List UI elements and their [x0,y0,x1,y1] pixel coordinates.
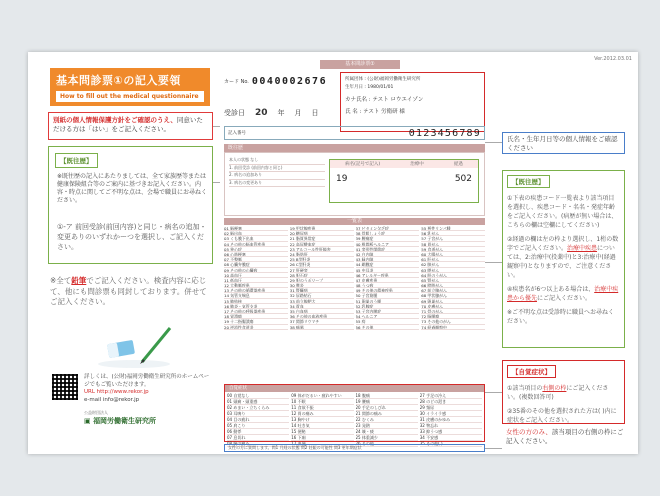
disease-item[interactable]: 70 皮膚がん [421,304,485,309]
exam-date-era[interactable]: 20 [255,108,268,118]
disease-item[interactable]: 07 不整脈 [224,257,288,262]
female-questions-row[interactable]: 女性の方に質問します。問1 月経の状態 問2 妊娠の可能性 問3 更年期症状 [224,444,485,452]
disease-item[interactable]: 38 痛風 [290,325,354,330]
disease-item[interactable]: 19 十二指腸潰瘍 [224,319,288,324]
qr-code-icon[interactable] [52,374,78,400]
disease-item[interactable]: 10 高血圧 [224,273,288,278]
contact-url-link[interactable]: URL http://www.rekor.jp [84,389,149,395]
disease-item[interactable]: 72 脳腫瘍 [421,314,485,319]
disease-item[interactable]: 28 胆石症 [290,273,354,278]
card-number-block [224,68,334,87]
symptom-item[interactable]: 28 のどの渇き [420,399,482,405]
disease-item[interactable]: 67 前立腺がん [421,288,485,293]
disease-item[interactable]: 37 ビタミン欠乏症 [356,226,420,231]
disease-item[interactable]: 25 B型肝炎 [290,257,354,262]
name-field: 氏 名 : テスト 労衛研 様 [345,109,405,115]
disease-item[interactable]: 55 悪性リンパ腫 [421,226,485,231]
entry-code-value: 0123456789 [408,127,481,139]
disease-item[interactable]: 33 前立腺肥大 [290,299,354,304]
disease-item[interactable]: 20 逆流性食道炎 [224,325,288,330]
disease-item[interactable]: 29 胆のうポリープ [290,278,354,283]
disease-item[interactable]: 34 貧血 [290,304,354,309]
symptom-item[interactable]: 15 便秘 [291,429,353,435]
female-note-emphasis: 女性の方のみ、 [506,428,552,436]
disease-item[interactable]: 48 うつ病 [356,283,420,288]
connector-line [213,126,220,127]
history-instruction-2-emphasis: 治療中疾患 [567,245,598,252]
history-status-item[interactable]: 本人の状態 なし [229,157,325,165]
disease-item[interactable]: 51 卵巣のう腫 [356,299,420,304]
symptom-item[interactable]: 14 吐き気 [291,423,353,429]
logo-icon: ▣ [84,417,94,425]
disease-item[interactable]: 39 腰痛症 [356,236,420,241]
connector-line [485,262,502,263]
disease-item[interactable]: 45 中耳炎 [356,268,420,273]
pencil-note-highlight: 鉛筆 [71,276,87,285]
history-instruction-2-pre: ②経過の欄は左の枠より選択し、1桁の数字でご記入ください。 [507,236,619,252]
symptom-item[interactable]: 31 皮膚のかゆみ [420,417,482,423]
exam-date-month: 月 [294,109,302,117]
disease-item[interactable]: 46 アレルギー疾患 [356,273,420,278]
disease-item[interactable]: 11 低血圧 [224,278,288,283]
disease-item[interactable]: 13 その他の循環器疾患 [224,288,288,293]
exam-date-label: 受診日 [224,109,245,117]
symptom-item[interactable]: 18 腹痛 [356,393,418,399]
disease-item[interactable]: 58 胃がん [421,242,485,247]
symptom-item[interactable]: 19 腰痛 [356,399,418,405]
contact-text [84,374,212,404]
history-instruction-3-post: にご記入ください。 [537,295,592,302]
disease-item[interactable]: 60 大腸がん [421,252,485,257]
questionnaire-form [220,60,485,450]
disease-item[interactable]: 02 脳出血 [224,231,288,236]
symptoms-instruction-1-post: にご記入ください。(複数回答可) [507,385,609,401]
disease-item[interactable]: 37 関節リウマチ [290,319,354,324]
disease-item[interactable]: 23 アルコール性肝障害 [290,247,354,252]
pencil-note [50,276,210,308]
symptoms-note [502,360,625,424]
disease-item[interactable]: 62 肺がん [421,262,485,267]
symptom-item[interactable]: 11 食欲不振 [291,405,353,411]
contact-description: 詳しくは、(公財)福岡労働衛生研究所のホームページでもご覧いただけます。 [84,374,210,388]
symptom-item[interactable]: 20 手足のしびれ [356,405,418,411]
history-status-item[interactable]: 1. 前回受診 (前回内容と同じ) [229,165,325,173]
exam-date-row [224,108,319,118]
exam-date-day: 日 [311,109,319,117]
symptom-item[interactable]: 13 胸やけ [291,417,353,423]
symptom-item[interactable]: 02 めまい・立ちくらみ [227,405,289,411]
disease-item[interactable]: 68 甲状腺がん [421,293,485,298]
disease-item[interactable]: 03 くも膜下出血 [224,236,288,241]
symptom-item[interactable]: 16 下痢 [291,435,353,441]
disease-item[interactable]: 47 皮膚疾患 [356,278,420,283]
disease-item[interactable]: 21 脂質異常症 [290,236,354,241]
disease-item[interactable]: 44 網膜症 [356,262,420,267]
symptom-item[interactable]: 01 頭痛・頭重感 [227,399,289,405]
disease-item[interactable]: 09 その他の心臓病 [224,268,288,273]
symptom-item[interactable]: 00 自覚なし [227,393,289,399]
organization-name [84,410,156,426]
pencil-note-post: でご記入ください。検査内容に応じて、他にも問診票も同封しております。併せてご記入ください。 [50,276,207,306]
disease-item[interactable]: 57 子宮がん [421,236,485,241]
disease-code-table [224,226,485,376]
disease-item[interactable]: 52 乳腺症 [356,304,420,309]
disease-item[interactable]: 24 脂肪肝 [290,252,354,257]
disease-item[interactable]: 32 尿路結石 [290,293,354,298]
female-note [502,428,625,446]
connector-line [213,182,220,183]
symptoms-instruction-1 [507,384,620,402]
disease-item[interactable]: 54 ヘルニア [356,314,420,319]
disease-item[interactable]: 12 大動脈疾患 [224,283,288,288]
disease-item[interactable]: 63 膵がん [421,268,485,273]
symptoms-note-heading: 【自覚症状】 [507,365,556,378]
symptom-item[interactable]: 35 その他( ) [420,441,482,447]
disease-item[interactable]: 20 糖尿病 [290,231,354,236]
disease-item[interactable]: 36 その他の血液疾患 [290,314,354,319]
card-number-value: 0040002676 [251,76,328,87]
guide-title-box [50,68,210,106]
history-status-item[interactable]: 2. 病名の追加あり [229,172,325,180]
disease-item[interactable]: 43 緑内障 [356,257,420,262]
birthdate-field: 生年月日 : 1980/01/01 [345,85,394,90]
disease-item[interactable]: 64 胆のうがん [421,273,485,278]
history-instruction-3 [507,285,620,303]
history-note-right [502,170,625,348]
disease-column [290,226,354,376]
history-section-bar: 既往歴 [224,144,485,152]
connector-line [485,448,502,449]
disease-item[interactable]: 50 子宮筋腫 [356,293,420,298]
symptom-item[interactable]: 10 不眠 [291,399,353,405]
history-note-heading: 【既往歴】 [55,153,98,168]
disease-item[interactable]: 18 胃潰瘍 [224,314,288,319]
symptom-item[interactable]: 07 息切れ [227,435,289,441]
disease-item[interactable]: 55 痔 [356,319,420,324]
symptom-column [291,393,353,447]
disease-item[interactable]: 27 肝硬変 [290,268,354,273]
history-entry-box[interactable] [329,159,479,203]
disease-item[interactable]: 38 骨粗しょう症 [356,231,420,236]
history-status-item[interactable]: 3. 病名の変更あり [229,180,325,188]
form-title: 基本問診票① [320,60,400,69]
symptom-item[interactable]: 03 耳鳴り [227,411,289,417]
disease-item[interactable]: 53 子宮内膜症 [356,309,420,314]
organization-label: 福岡労働衛生研究所 [93,417,157,425]
disease-item[interactable]: 73 その他のがん [421,319,485,324]
history-code-value[interactable]: 19 [336,174,348,184]
entry-code-label: 記入番号 [228,131,246,136]
history-note-left [48,146,213,264]
exam-date-year: 年 [277,109,285,117]
history-entry-header [330,160,478,168]
disease-item[interactable]: 69 卵巣がん [421,299,485,304]
contact-email-link[interactable]: e-mail info@rekor.jp [84,396,140,403]
disease-column [421,226,485,376]
disease-item[interactable]: 41 変形性関節症 [356,247,420,252]
symptom-item[interactable]: 33 抑うつ感 [420,429,482,435]
disease-item[interactable]: 19 甲状腺疾患 [290,226,354,231]
history-note-right-heading: 【既往歴】 [507,175,550,188]
symptom-item[interactable]: 21 関節の痛み [356,411,418,417]
symptom-column [227,393,289,447]
symptom-column [356,393,418,447]
symptom-item[interactable]: 23 発熱 [356,423,418,429]
history-col-treatment: 治療中 [410,162,424,167]
disease-item[interactable]: 16 肺炎・気管支炎 [224,304,288,309]
organization-type: 公益財団法人 [84,410,108,415]
disease-item[interactable]: 14 気管支喘息 [224,293,288,298]
symptom-column [420,393,482,447]
history-col-progress: 経過 [453,162,463,167]
symptom-item[interactable]: 17 血便 [291,441,353,447]
disease-item[interactable]: 61 肝がん [421,257,485,262]
symptom-item[interactable]: 09 体がだるい・疲れやすい [291,393,353,399]
symptoms-section [224,384,485,446]
contact-info [52,374,212,424]
disease-item[interactable]: 35 白血病 [290,309,354,314]
symptom-item[interactable]: 06 動悸 [227,429,289,435]
history-note-paragraph-2: ①-ア 前回受診(前回内容)と同じ・病名の追加・変更ありのいずれかーつを選択し、ご記入ください。 [57,223,207,251]
female-note-text: 該当項目の右側の枠にご記入ください。 [506,428,624,445]
symptoms-section-bar: 自覚症状 [225,385,484,392]
symptoms-instruction-1-emphasis: 右側の枠 [542,385,567,392]
eraser-pencil-illustration [94,322,174,370]
disease-item[interactable]: 04 その他の脳血管疾患 [224,242,288,247]
page-subtitle: How to fill out the medical questionnaire [56,91,204,102]
symptom-item[interactable]: 08 胸の痛み [227,441,289,447]
symptoms-instruction-2: ②35番のその他を選択された方は( )内に症状をご記入ください。 [507,408,617,424]
entry-code-row [224,126,485,140]
history-instruction-3-pre: ④疾患名が6つ以上ある場合は、 [507,286,595,293]
disease-item[interactable]: 05 狭心症 [224,247,288,252]
disease-item[interactable]: 22 高尿酸血症 [290,242,354,247]
questionnaire-guide-page [28,52,638,454]
symptom-item[interactable]: 27 手足の冷え [420,393,482,399]
history-instruction-1: ①下表の疾患コード一覧表より該当項目を選択し、疾患コード・名名・発症年齢をご記入ください。(病歴が無い場合は、こちらの欄は空欄にしてください) [507,195,618,229]
disease-item[interactable]: 31 腎臓病 [290,288,354,293]
disease-item[interactable]: 17 その他の呼吸器疾患 [224,309,288,314]
privacy-note-text: 同意いただける方は「はい」をご記入ください。 [53,116,203,133]
history-section [224,152,485,216]
disease-item[interactable]: 56 その他 [356,325,420,330]
symptom-item[interactable]: 22 むくみ [356,417,418,423]
connector-line [485,142,502,143]
symptom-item[interactable]: 30 イライラ感 [420,411,482,417]
disease-list-title: 一覧表 [224,218,485,225]
disease-item[interactable]: 49 その他の精神疾患 [356,288,420,293]
version-label: Ver.2012.03.01 [594,56,632,62]
symptom-item[interactable]: 12 胃の痛み [291,411,353,417]
symptom-item[interactable]: 29 頻尿 [420,405,482,411]
kana-name-field: カナ氏名 : テスト ロウエイゾン [345,97,424,103]
disease-column [356,226,420,376]
symptom-item[interactable]: 24 咳・痰 [356,429,418,435]
history-instruction-2 [507,235,620,280]
page-title: 基本問診票①の記入要領 [56,74,181,87]
symptom-item[interactable]: 26 その他 [356,441,418,447]
disease-item[interactable]: 30 膵炎 [290,283,354,288]
symptom-item[interactable]: 05 肩こり [227,423,289,429]
disease-item[interactable]: 08 心臓弁膜症 [224,262,288,267]
symptom-item[interactable]: 32 物忘れ [420,423,482,429]
card-number-label: カード No. [224,79,249,85]
symptoms-table [225,392,484,448]
disease-column [224,226,288,376]
disease-item[interactable]: 65 腎がん [421,278,485,283]
disease-item[interactable]: 15 肺結核 [224,299,288,304]
disease-item[interactable]: 71 骨のがん [421,309,485,314]
history-note-paragraph-1: ※既往歴の記入にあたりましては、全て家族歴等または健康保険組合等のご案内に基づきお記入ください。内容・時点に関してご不明な点は、会場で職員にお尋ねください。 [57,173,208,204]
history-status-list [229,157,325,187]
affiliation-field: 所属団体 : (公財)福岡労働衛生研究所 [345,77,421,82]
disease-item[interactable]: 66 膀胱がん [421,283,485,288]
personal-info-box [340,72,485,132]
disease-item[interactable]: 74 経過観察中 [421,325,485,330]
privacy-note [48,112,213,140]
disease-item[interactable]: 42 白内障 [356,252,420,257]
pencil-note-pre: ※全て [50,276,72,285]
symptom-item[interactable]: 04 目の疲れ [227,417,289,423]
disease-item[interactable]: 40 椎間板ヘルニア [356,242,420,247]
history-instruction-2-post: については、2:治療中(投薬中)と3:治療中(経過観察中)となりますので、ご注意ください。 [507,245,616,279]
disease-item[interactable]: 26 C型肝炎 [290,262,354,267]
symptoms-instruction-1-pre: ①該当項目の [507,385,543,392]
history-col-disease: 病名(記号で記入) [345,162,381,167]
privacy-note-emphasis: 別紙の個人情報保護方針をご確認のうえ、 [53,116,177,124]
disease-item[interactable]: 59 食道がん [421,247,485,252]
history-instruction-4: ※ご不明な点は受診時に職員へお尋ねください。 [507,309,615,325]
disease-item[interactable]: 01 脳梗塞 [224,226,288,231]
disease-item[interactable]: 56 乳がん [421,231,485,236]
symptom-item[interactable]: 25 体重減少 [356,435,418,441]
connector-line [485,392,502,393]
history-instruction-3-emphasis: 治療中疾患から優先 [507,286,619,302]
history-progress-value[interactable]: 502 [454,174,472,184]
symptom-item[interactable]: 34 不安感 [420,435,482,441]
personal-info-note: 氏名・生年月日等の個人情報をご確認ください [502,132,625,154]
disease-item[interactable]: 06 心筋梗塞 [224,252,288,257]
